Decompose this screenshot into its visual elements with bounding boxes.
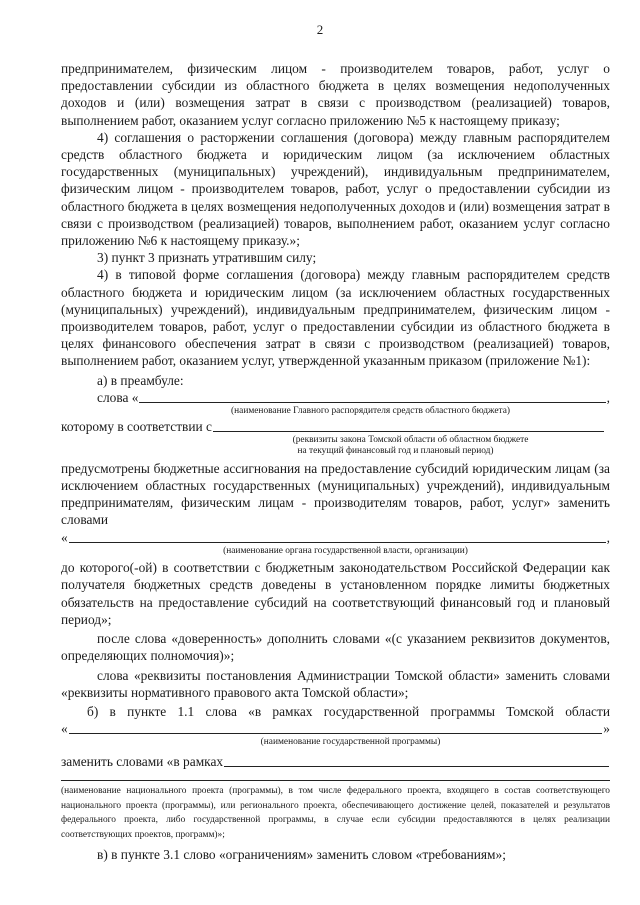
blank-line [213, 419, 604, 432]
slova-fill-row [61, 389, 610, 406]
blank-full-line [61, 772, 610, 781]
paragraph-4: 4) в типовой форме соглашения (договора) между главным распорядителем средств областного бюджета и юридическим лицом (за исключением областных государственных (муниципальных) учреждений), индивидуальным предпринимателем, физическим лицом - производителем товаров, работ, услуг о предоставлении субсидии из областного бюджета в целях финансового обеспечения затрат в связи с производством (реализацией) товаров, выполнением работ, оказанием услуг, утвержденной указанным приказом (приложение №1): [61, 267, 610, 369]
paragraph-9: б) в пункте 1.1 слова «в рамках государственной программы Томской области [87, 703, 610, 719]
paragraph-6: до которого(-ой) в соответствии с бюджетным законодательством Российской Федерации как получателя бюджетных средств доведены в установленном порядке лимиты бюджетных обязательств на предоставление субсидий на соответствующий финансовый год и плановый период»; [61, 560, 610, 627]
caption-budget-manager: (наименование Главного распорядителя средств областного бюджета) [231, 406, 510, 417]
slova-suffix: , [606, 389, 610, 405]
paragraph-2: 4) соглашения о расторжении соглашения (договора) между главным распорядителем средств областного бюджета и юридическим лицом (за исключением областных государственных (муниципальных) учреждений), индивидуальным предпринимателем, физическим лицом - производителем товаров, работ, услуг о предоставлении субсидии из областного бюджета в целях возмещения недополученных доходов и (или) возмещения затрат в связи с производством (реализацией) товаров, выполнением работ, оказанием услуг согласно приложению №6 к настоящему приказу.»; [61, 129, 610, 249]
caption-law-line-2: на текущий финансовый год и плановый период) [297, 446, 494, 457]
quote-close: » [603, 721, 610, 737]
quote-open: « [61, 529, 68, 545]
caption-authority: (наименование органа государственной власти, организации) [223, 545, 468, 556]
page-number: 2 [316, 22, 324, 37]
program-fill-row [61, 720, 610, 737]
quote-fill-row [61, 529, 610, 546]
caption-program: (наименование государственной программы) [260, 737, 441, 748]
paragraph-3: 3) пункт 3 признать утратившим силу; [97, 250, 317, 266]
paragraph-8: слова «реквизиты постановления Администрации Томской области» заменить словами «реквизиты нормативного правового акта Томской области»; [61, 667, 610, 700]
blank-line [224, 754, 609, 767]
paragraph-7: после слова «доверенность» дополнить словами «(с указанием реквизитов документов, определяющих полномочия)»; [61, 631, 610, 664]
paragraph-1: предпринимателем, физическим лицом - производителем товаров, работ, услуг о предоставлении субсидии из областного бюджета в целях возмещения недополученных доходов и (или) возмещения затрат в связи с производством (реализацией) товаров, выполнением работ, оказанием услуг согласно приложению №5 к настоящему приказу; [61, 61, 610, 128]
kotoromu-fill-row [61, 418, 610, 435]
quote-open: « [61, 721, 68, 737]
document-body [61, 60, 610, 863]
blank-line [69, 530, 606, 543]
caption-law-line-1: (реквизиты закона Томской области об областном бюджете [292, 434, 529, 445]
blank-line [69, 721, 603, 734]
slova-prefix: слова « [97, 389, 139, 405]
note-national-project: (наименование национального проекта (программы), в том числе федерального проекта, входящего в состав соответствующего национального проекта (программы), или регионального проекта, обеспечивающего достижение целей, показателей и результатов федерального проекта, либо государственной программы, в случае если субсидии предоставляются в целях реализации соответствующих проектов, программ)»; [61, 786, 610, 840]
zamenit-fill-row [61, 753, 610, 770]
kotoromu-text: которому в соответствии с [61, 418, 212, 434]
paragraph-preamble: а) в преамбуле: [97, 372, 184, 388]
blank-line [139, 390, 605, 403]
paragraph-5: предусмотрены бюджетные ассигнования на предоставление субсидий юридическим лицам (за исключением областных государственных (муниципальных) учреждений), индивидуальным предпринимателям, физическим лицам - производителям товаров, работ, услуг» заменить словами [61, 460, 610, 528]
comma: , [606, 529, 610, 545]
paragraph-10: в) в пункте 3.1 слово «ограничениям» заменить словом «требованиям»; [97, 847, 506, 863]
zamenit-text: заменить словами «в рамках [61, 753, 224, 769]
